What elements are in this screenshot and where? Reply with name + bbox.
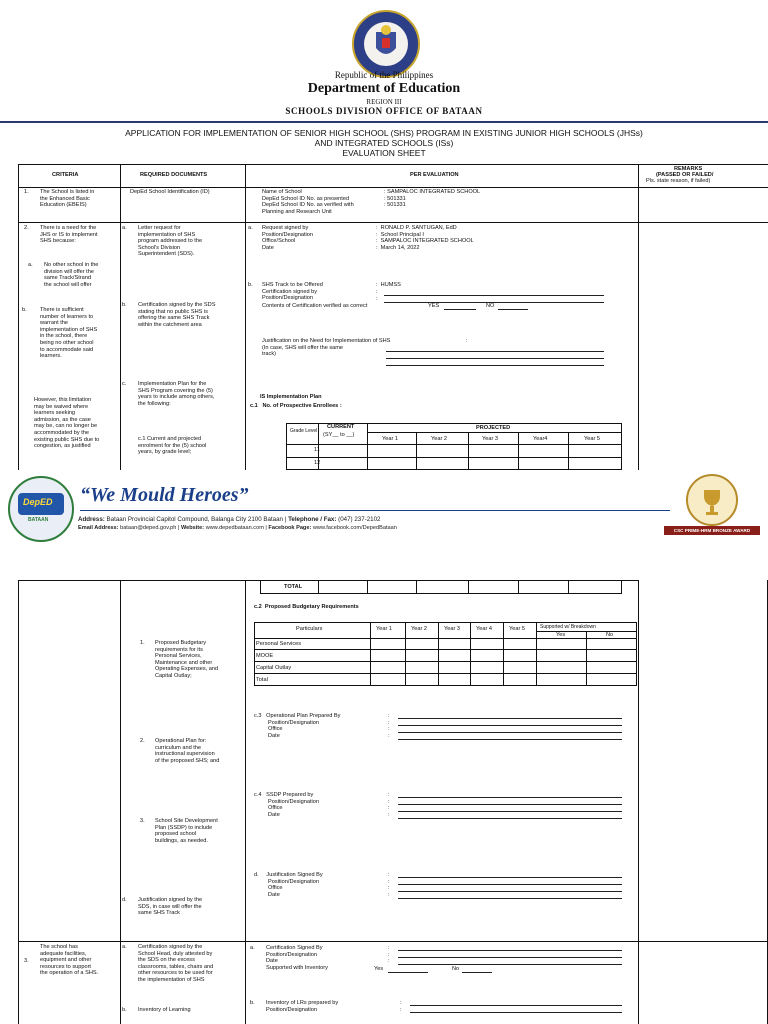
- no-field[interactable]: [498, 309, 528, 310]
- row2-doc-c: Implementation Plan for the SHS Program covering the (5) years to include among others, the following:: [138, 381, 215, 407]
- row3-doc-b-number: b.: [122, 1007, 127, 1013]
- justification-label: Justification on the Need for Implementation of SHS (In case, SHS will offer the same track): [262, 338, 391, 358]
- row3-eval-a-labels: Certification Signed By Position/Designation Date Supported with Inventory: [266, 945, 328, 971]
- budget-row-mooe: MOOE: [256, 653, 274, 659]
- bataan-logo-text: BATAAN: [28, 517, 49, 523]
- cert-contents-label: Contents of Certification verified as correct: [262, 303, 368, 309]
- current-sy: (SY__ to __): [323, 432, 355, 438]
- deped-seal: [352, 10, 420, 78]
- yes-label: YES: [428, 303, 440, 309]
- c2-title: c.2 Proposed Budgetary Requirements: [254, 604, 359, 610]
- year-2-header: Year 2: [431, 436, 447, 442]
- c3-position-field[interactable]: [398, 725, 622, 726]
- year-3-header: Year 3: [482, 436, 498, 442]
- row2-doc-b-number: b.: [122, 302, 127, 308]
- row3-lrs-position-field[interactable]: [410, 1012, 622, 1013]
- title-line-2: AND INTEGRATED SCHOOLS (ISs): [314, 138, 454, 148]
- row3-number: 3.: [24, 958, 29, 964]
- budget-row-co: Capital Outlay: [256, 665, 292, 671]
- region-line: REGION III: [366, 98, 402, 106]
- row2-however: However, this limitation may be waived where learners seeking admission, as the case may be, can no longer be accommodated by the existing public SHS due to congestion, as justified: [34, 397, 100, 450]
- row3-doc-b: Inventory of Learning: [138, 1007, 191, 1013]
- c4-office-field[interactable]: [398, 811, 622, 812]
- slogan: “We Mould Heroes”: [80, 484, 249, 506]
- form-title: [0, 128, 768, 158]
- budget-year2-header: Year 2: [411, 626, 427, 632]
- no-label: NO: [486, 303, 495, 309]
- website-link[interactable]: www.depedbataan.com |: [204, 525, 269, 531]
- contact-line: Email Address: bataan@deped.gov.ph | Website: www.depedbataan.com | Facebook Page: www.facebook.com/DepedBataan: [78, 525, 397, 531]
- projected-header: PROJECTED: [476, 425, 511, 431]
- row2-eval-b-track: : HUMSS: [376, 282, 401, 288]
- budget-year3-header: Year 3: [444, 626, 460, 632]
- row3-position-field[interactable]: [398, 957, 622, 958]
- col-per-evaluation: PER EVALUATION: [410, 172, 459, 178]
- row3-lrs-prepared-field[interactable]: [410, 1005, 622, 1006]
- republic-line: Republic of the Philippines: [334, 70, 434, 80]
- row1-eval-values: : SAMPALOC INTEGRATED SCHOOL : 501331 : 501331: [384, 189, 481, 209]
- year-4-header: Year4: [533, 436, 548, 442]
- col-remarks-sub1: (PASSED OR FAILED/: [656, 172, 714, 178]
- doc-d-number: d.: [122, 897, 127, 903]
- c1-enrollees-label: c.1 No. of Prospective Enrollees :: [250, 403, 342, 409]
- row2-eval-b-number: b.: [248, 282, 253, 288]
- row2-doc-a-number: a.: [122, 225, 127, 231]
- row2-a-text: No other school in the division will offer the same Track/Strand the school will offer: [44, 262, 99, 288]
- col-remarks-sub2: Pls. state reason, if failed): [646, 178, 711, 184]
- department-title: Department of Education: [307, 81, 461, 96]
- row2-a-number: a.: [28, 262, 33, 268]
- row2-criteria: There is a need for the JHS or IS to implement SHS because:: [40, 225, 98, 245]
- title-line-3: EVALUATION SHEET: [342, 148, 426, 158]
- justification-line-1[interactable]: [386, 351, 604, 352]
- budget-row-total: Total: [256, 677, 268, 683]
- row3-date-field[interactable]: [398, 964, 622, 965]
- grade-11-row: 11: [314, 447, 320, 453]
- row2-doc-c-number: c.: [122, 381, 127, 387]
- row2-doc-a: Letter request for implementation of SHS program addressed to the School's Division Superintendent (SDS).: [138, 225, 203, 258]
- supported-no: No: [606, 632, 614, 638]
- yes-field[interactable]: [444, 309, 476, 310]
- row3-eval-b-labels: Inventory of LRs prepared by Position/Designation: [266, 1000, 339, 1013]
- year-5-header: Year 5: [584, 436, 600, 442]
- budget-particulars-header: Particulars: [296, 626, 323, 632]
- address-line: Address: Bataan Provincial Capitol Compound, Balanga City 2100 Bataan | Telephone / Fax: (047) 237-2102: [78, 516, 381, 523]
- row2-eval-a-number: a.: [248, 225, 253, 231]
- justification-line-2[interactable]: [386, 358, 604, 359]
- row2-doc-b: Certification signed by the SDS stating that no public SHS is offering the same SHS Track within the catchment area: [138, 302, 216, 328]
- doc1-text: Proposed Budgetary requirements for its Personal Services, Maintenance and other Operating Expenses, and Capital Outlay;: [155, 640, 219, 679]
- footer: [0, 470, 768, 540]
- col-criteria: CRITERIA: [52, 172, 79, 178]
- c3-prepared-field[interactable]: [398, 718, 622, 719]
- doc3-text: School Site Development Plan (SSDP) to include proposed school buildings, as needed.: [155, 818, 218, 844]
- c4-prepared-field[interactable]: [398, 797, 622, 798]
- row3-eval-b-number: b.: [250, 1000, 255, 1006]
- trophy-icon: [688, 476, 736, 524]
- c3-office-field[interactable]: [398, 732, 622, 733]
- d-office-field[interactable]: [398, 891, 622, 892]
- row3-doc-a-number: a.: [122, 944, 127, 950]
- row2-number: 2.: [24, 225, 29, 231]
- doc2-text: Operational Plan for: curriculum and the instructional supervision of the proposed SHS; and: [155, 738, 220, 764]
- grade-level-header: Grade Level: [290, 428, 318, 434]
- deped-logo-text: DepED: [23, 497, 53, 507]
- row3-yes-label: Yes: [374, 966, 384, 972]
- d-position-field[interactable]: [398, 884, 622, 885]
- row2-b-number: b.: [22, 307, 27, 313]
- row2-eval-a-labels: Request signed by Position/Designation Office/School Date: [262, 225, 313, 251]
- row3-criteria: The school has adequate facilities, equipment and other resources to support the operation of a SHS.: [40, 944, 99, 977]
- d-signed-field[interactable]: [398, 877, 622, 878]
- row1-number: 1.: [24, 189, 29, 195]
- doc2-number: 2.: [140, 738, 145, 744]
- row3-eval-a-number: a.: [250, 945, 255, 951]
- row3-doc-a: Certification signed by the School Head, duly attested by the SDS on the excess classrooms, tables, chairs and other resources to be used for the implementation of SHS: [138, 944, 214, 983]
- enrol-total-label: TOTAL: [284, 584, 303, 590]
- supported-header: Supported w/ Breakdown: [540, 624, 596, 630]
- c3-labels: c.3 Operational Plan Prepared By Position/Designation Office Date: [254, 713, 341, 739]
- justification-line-3[interactable]: [386, 365, 604, 366]
- deped-bataan-logo: [8, 476, 74, 542]
- award-banner: CSC PRIME-HRM BRONZE AWARD: [664, 526, 760, 535]
- header-divider: [0, 121, 768, 123]
- row1-eval-labels: Name of School DepEd School ID No. as presented DepEd School ID No. as verified with Planning and Research Unit: [262, 189, 354, 215]
- title-line-1: APPLICATION FOR IMPLEMENTATION OF SENIOR HIGH SCHOOL (SHS) PROGRAM IN EXISTING JUNIOR HIGH SCHOOLS (JHSs): [125, 128, 643, 138]
- row1-document: DepEd School Identification (ID): [130, 189, 210, 195]
- cert-signed-field[interactable]: [384, 295, 604, 296]
- budget-row-ps: Personal Services: [256, 641, 302, 647]
- row3-yes-field[interactable]: [388, 972, 428, 973]
- row2-eval-a-values: : RONALD P. SANTUGAN, EdD : School Principal I : SAMPALOC INTEGRATED SCHOOL : March 14, 2022: [376, 225, 474, 251]
- budget-year5-header: Year 5: [509, 626, 525, 632]
- c3-date-field[interactable]: [398, 739, 622, 740]
- email-link[interactable]: bataan@deped.gov.ph |: [118, 525, 181, 531]
- c4-position-field[interactable]: [398, 804, 622, 805]
- facebook-link[interactable]: www.facebook.com/DepedBataan: [311, 525, 397, 531]
- col-required-docs: REQUIRED DOCUMENTS: [140, 172, 208, 178]
- doc-d-text: Justification signed by the SDS, in case will offer the same SHS Track: [138, 897, 203, 917]
- doc3-number: 3.: [140, 818, 145, 824]
- row3-no-label: No: [452, 966, 460, 972]
- row1-criteria: The School is listed in the Enhanced Basic Education (EBEIS): [40, 189, 95, 209]
- budget-year1-header: Year 1: [376, 626, 392, 632]
- c4-labels: c.4 SSDP Prepared by Position/Designation Office Date: [254, 792, 319, 818]
- c4-date-field[interactable]: [398, 818, 622, 819]
- row2-b-text: There is sufficient number of learners to warrant the implementation of SHS in the school, there being no other school to accommodate said learners.: [40, 307, 98, 360]
- year-1-header: Year 1: [382, 436, 398, 442]
- doc1-number: 1.: [140, 640, 145, 646]
- supported-yes: Yes: [556, 632, 566, 638]
- current-header: CURRENT: [327, 424, 355, 430]
- division-line: SCHOOLS DIVISION OFFICE OF BATAAN: [285, 106, 483, 116]
- row3-no-field[interactable]: [462, 972, 492, 973]
- row2-doc-c1: c.1 Current and projected enrolment for the (5) school years, by grade level;: [138, 436, 207, 456]
- budget-year4-header: Year 4: [476, 626, 492, 632]
- seal-icon: [354, 12, 418, 76]
- award-seal: [686, 474, 738, 526]
- grade-12-row: 12: [314, 460, 321, 466]
- d-date-field[interactable]: [398, 898, 622, 899]
- d-eval-labels: d. Justification Signed By Position/Designation Office Date: [254, 872, 323, 898]
- row2-eval-b-labels: SHS Track to be Offered Certification signed by Position/Designation: [262, 282, 323, 302]
- col-remarks: REMARKS: [674, 166, 703, 172]
- row3-cert-signed-field[interactable]: [398, 950, 622, 951]
- is-plan-label: IS Implementation Plan: [260, 394, 322, 400]
